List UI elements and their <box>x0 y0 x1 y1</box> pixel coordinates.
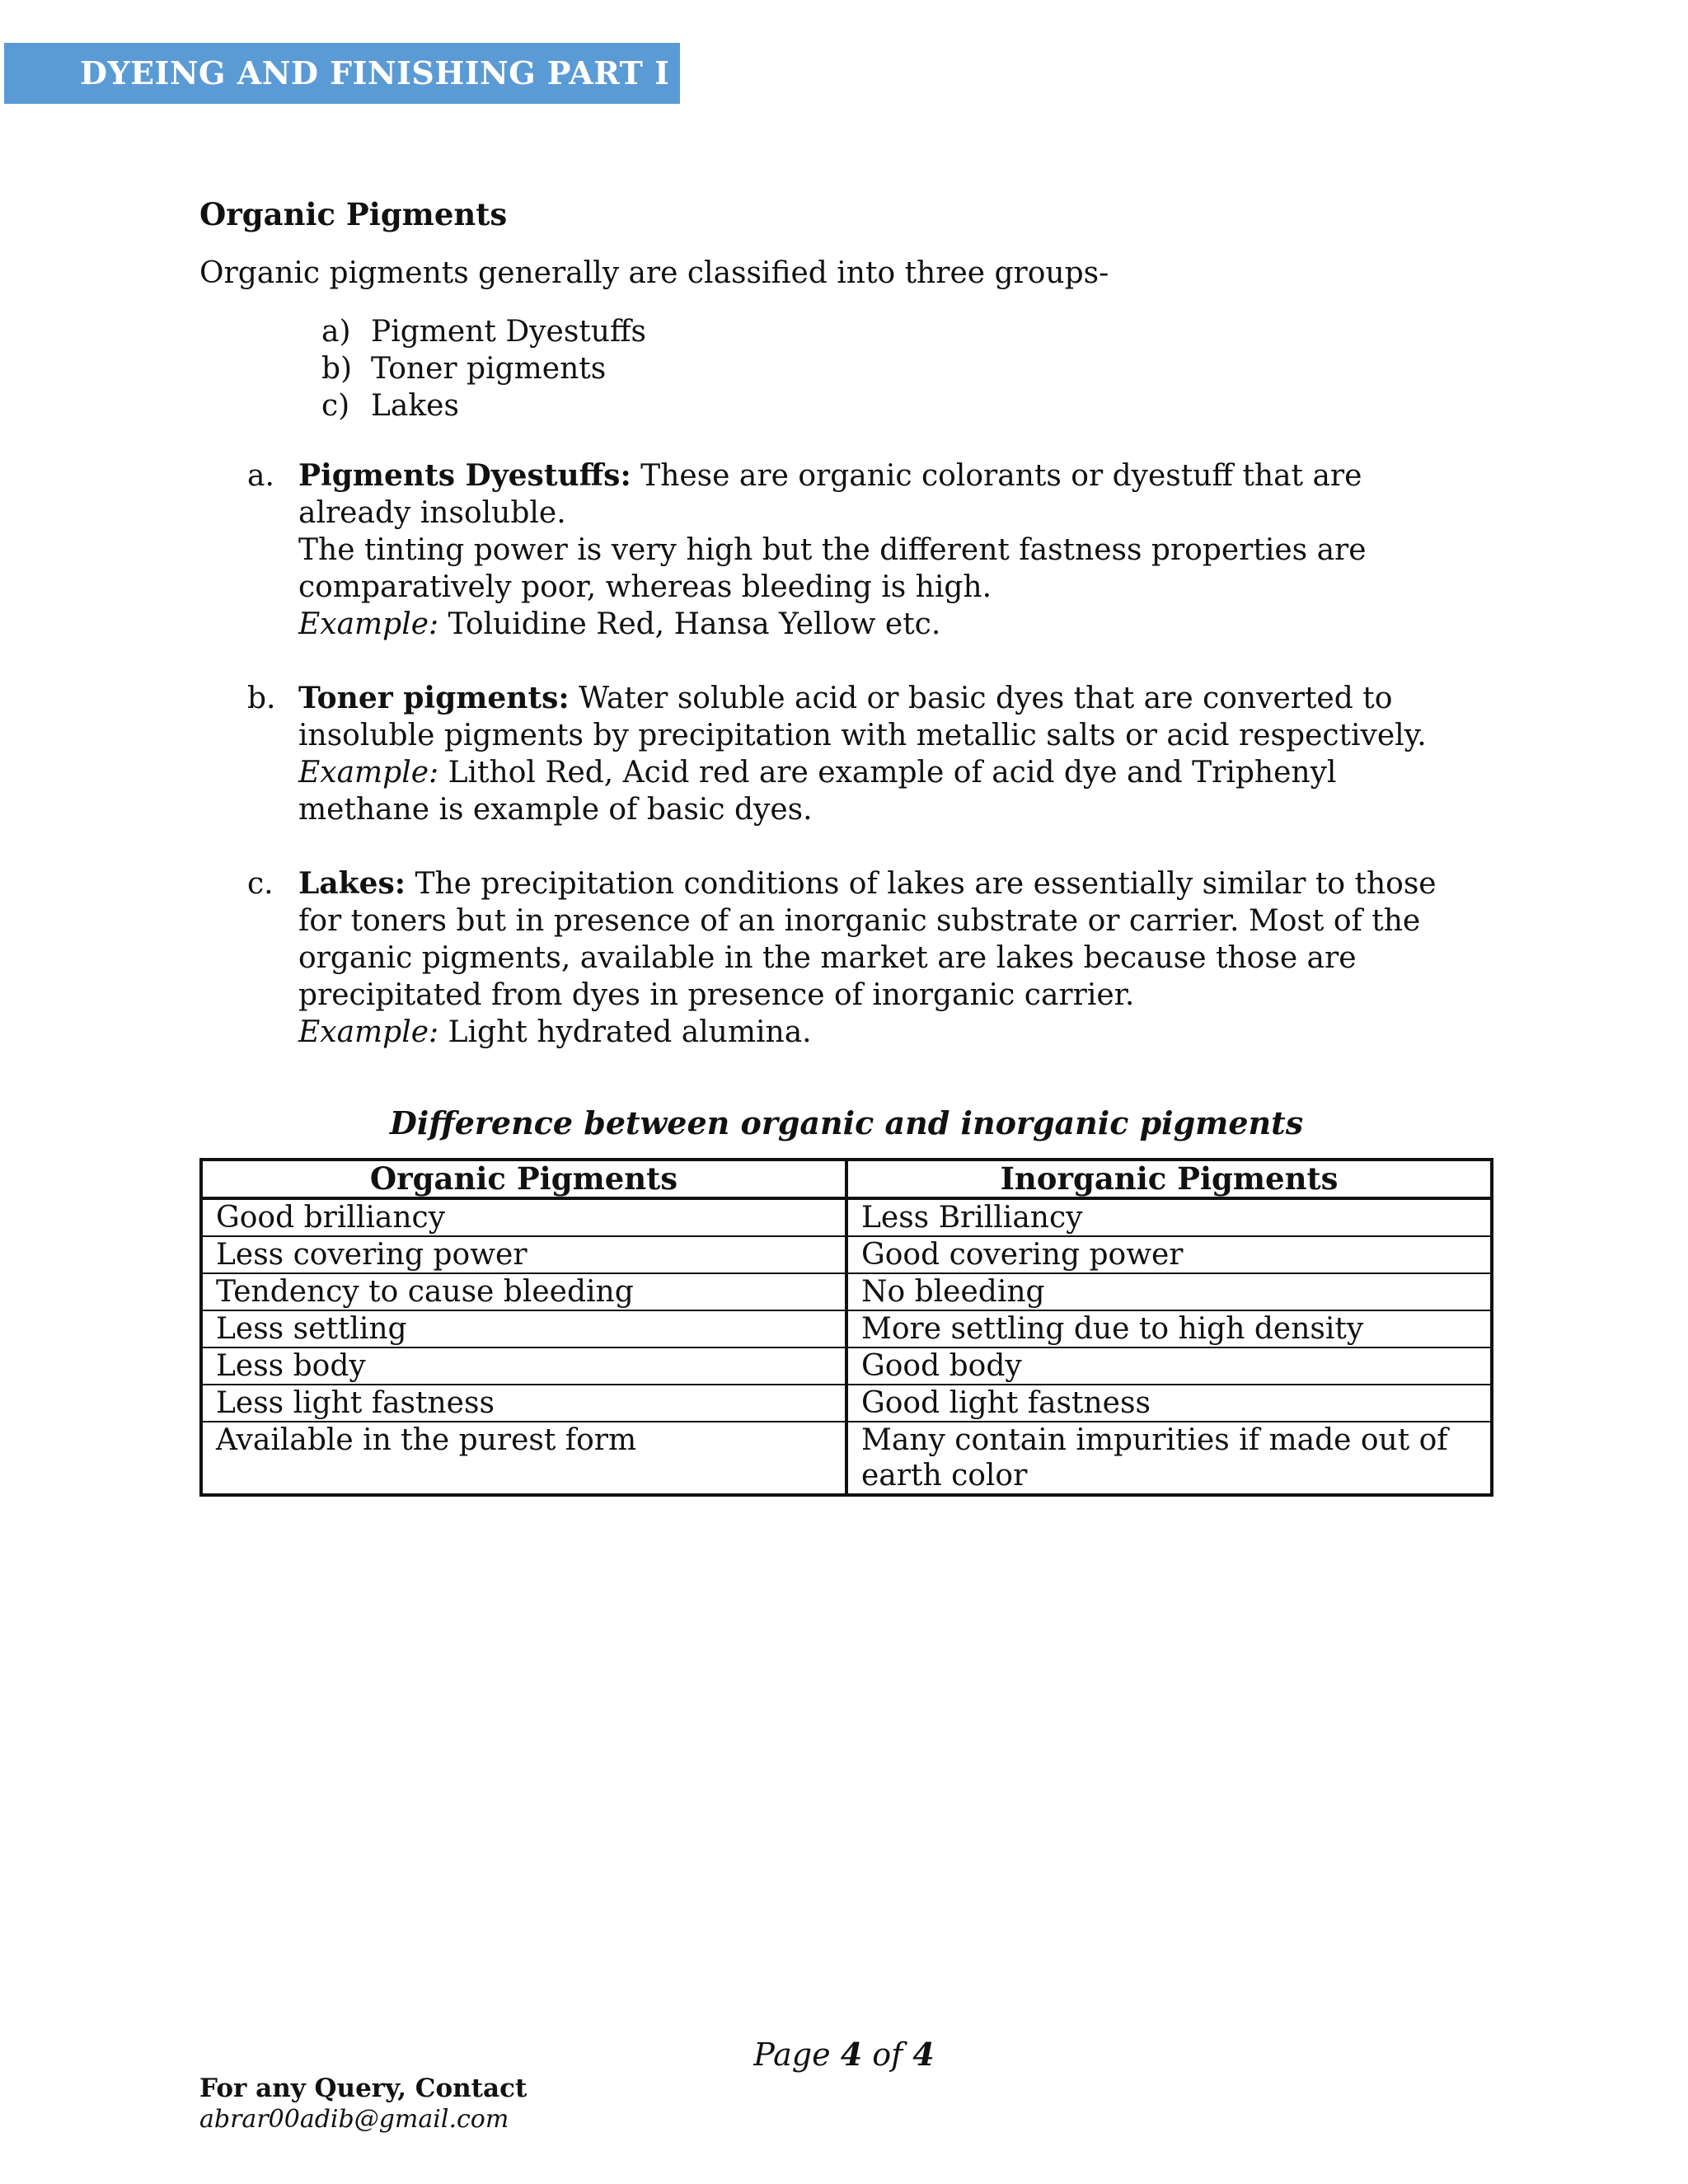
detail-term: Toner pigments: <box>298 681 570 715</box>
group-list-item <box>321 387 1493 424</box>
detail-body <box>298 865 1493 1051</box>
detail-definition <box>298 865 1444 1014</box>
example-text: Lithol Red, Acid red are example of acid dye and Triphenyl methane is example of basic dyes. <box>298 756 1337 827</box>
detail-term: Pigments Dyestuffs: <box>298 458 631 493</box>
comparison-table <box>199 1158 1493 1497</box>
document-header-band <box>4 43 680 104</box>
example-label: Example: <box>298 607 439 641</box>
page-of-label: of <box>872 2036 903 2073</box>
detail-item-lakes <box>247 865 1493 1051</box>
detail-definition <box>298 457 1444 532</box>
detail-example <box>298 1014 1444 1051</box>
group-marker: b) <box>321 352 353 386</box>
table-cell-organic: Good brilliancy <box>201 1198 846 1236</box>
table-cell-inorganic: Good body <box>846 1347 1492 1385</box>
group-label: Toner pigments <box>371 352 607 386</box>
example-label: Example: <box>298 1015 439 1049</box>
group-label: Pigment Dyestuffs <box>371 315 647 349</box>
page-number <box>0 2036 1688 2073</box>
detail-marker: a. <box>247 459 274 493</box>
example-text: Light hydrated alumina. <box>438 1015 812 1049</box>
example-label: Example: <box>298 756 439 790</box>
detail-definition <box>298 680 1444 754</box>
detail-extra: The tinting power is very high but the different fastness properties are comparatively poor, whereas bleeding is high. <box>298 533 1367 604</box>
table-row <box>201 1198 1492 1236</box>
detail-marker: b. <box>247 682 276 715</box>
detail-marker: c. <box>247 867 274 901</box>
contact-email-link[interactable]: abrar00adib@gmail.com <box>199 2105 509 2134</box>
column-header-organic: Organic Pigments <box>201 1160 846 1198</box>
table-cell-organic: Available in the purest form <box>201 1422 846 1495</box>
section-intro: Organic pigments generally are classified into three groups- <box>199 256 1109 290</box>
contact-label: For any Query, Contact <box>199 2074 528 2103</box>
detail-item-pigment-dyestuffs <box>247 457 1493 643</box>
group-list-item <box>321 350 1493 387</box>
group-list <box>199 313 1493 424</box>
detail-example <box>298 754 1444 828</box>
table-cell-inorganic: Less Brilliancy <box>846 1198 1492 1236</box>
group-list-item <box>321 313 1493 350</box>
detail-item-toner-pigments <box>247 680 1493 828</box>
table-cell-organic: Less settling <box>201 1310 846 1347</box>
document-header-title: DYEING AND FINISHING PART I <box>80 54 670 91</box>
table-cell-inorganic: No bleeding <box>846 1273 1492 1310</box>
page-label: Page <box>753 2036 831 2073</box>
table-cell-inorganic: Good light fastness <box>846 1385 1492 1422</box>
table-caption: Difference between organic and inorganic pigments <box>389 1104 1304 1141</box>
group-marker: c) <box>321 389 350 423</box>
detail-list <box>199 457 1493 1051</box>
table-cell-organic: Less body <box>201 1347 846 1385</box>
table-row <box>201 1236 1492 1273</box>
table-row <box>201 1273 1492 1310</box>
table-header-row <box>201 1160 1492 1198</box>
group-label: Lakes <box>371 389 459 423</box>
table-row <box>201 1347 1492 1385</box>
detail-example <box>298 606 1444 643</box>
page-current: 4 <box>840 2036 863 2073</box>
table-cell-inorganic: Good covering power <box>846 1236 1492 1273</box>
example-text: Toluidine Red, Hansa Yellow etc. <box>438 607 941 641</box>
table-row <box>201 1310 1492 1347</box>
table-cell-organic: Tendency to cause bleeding <box>201 1273 846 1310</box>
detail-text: Water soluble acid or basic dyes that are converted to insoluble pigments by precipitation with metallic salts or acid respectively. <box>298 682 1427 752</box>
table-row <box>201 1422 1492 1495</box>
detail-term: Lakes: <box>298 866 406 901</box>
group-marker: a) <box>321 315 351 349</box>
detail-body <box>298 457 1493 643</box>
footer-contact <box>199 2074 527 2135</box>
section-title: Organic Pigments <box>199 196 508 232</box>
detail-text: These are organic colorants or dyestuff that are already insoluble. <box>298 459 1362 530</box>
table-cell-organic: Less light fastness <box>201 1385 846 1422</box>
table-row <box>201 1385 1492 1422</box>
detail-body <box>298 680 1493 828</box>
main-content <box>199 194 1493 1497</box>
table-cell-inorganic: More settling due to high density <box>846 1310 1492 1347</box>
column-header-inorganic: Inorganic Pigments <box>846 1160 1492 1198</box>
table-cell-inorganic: Many contain impurities if made out of earth color <box>846 1422 1492 1495</box>
page-total: 4 <box>912 2036 935 2073</box>
table-cell-organic: Less covering power <box>201 1236 846 1273</box>
detail-text: The precipitation conditions of lakes are essentially similar to those for toners but in presence of an inorganic substrate or carrier. Most of the organic pigments, available in the market are lakes because those are precipitated from dyes in presence of inorganic carrier. <box>298 867 1437 1012</box>
